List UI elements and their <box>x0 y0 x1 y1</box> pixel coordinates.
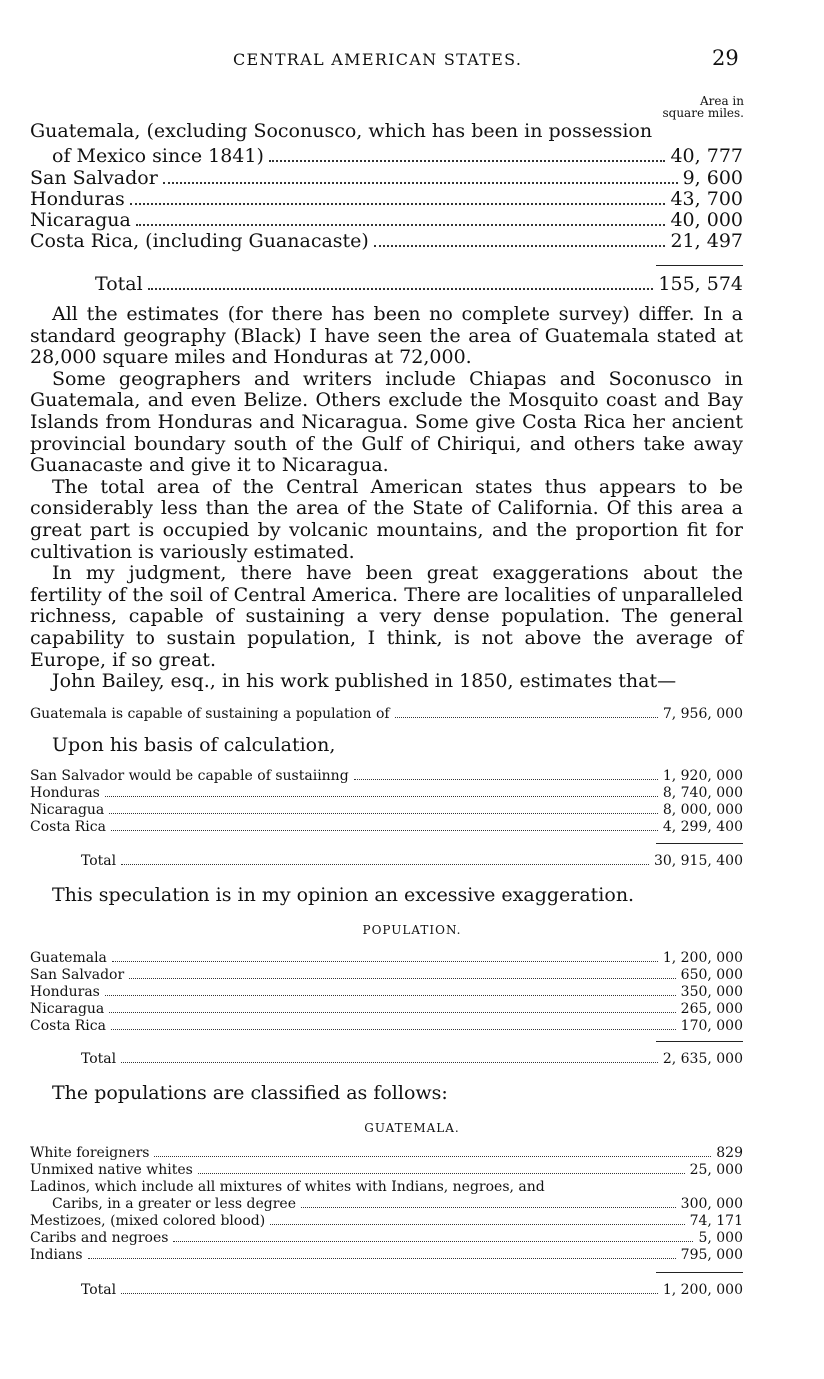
bailey-row: San Salvador would be capable of sustaiinng 1, 920, 000 <box>30 768 743 784</box>
area-row-guatemala-line1: Guatemala, (excluding Soconusco, which has been in possession <box>30 120 653 142</box>
population-row: Guatemala 1, 200, 000 <box>30 950 743 966</box>
bailey-guatemala-row: Guatemala is capable of sustaining a population of 7, 956, 000 <box>30 706 743 722</box>
guatemala-row: Mestizoes, (mixed colored blood) 74, 171 <box>30 1213 743 1229</box>
guatemala-total-row: Total 1, 200, 000 <box>81 1282 743 1298</box>
area-total-row: Total 155, 574 <box>95 273 743 295</box>
population-total-row: Total 2, 635, 000 <box>81 1051 743 1067</box>
body-text <box>30 304 743 693</box>
paragraph: The total area of the Central American states thus appears to be considerably less than the area of the State of California. Of this area a great part is occupied by volcanic mountains, and the proportion fit for cultivation is variously estimated. <box>30 475 743 563</box>
total-rule <box>656 1272 743 1273</box>
basis-text: Upon his basis of calculation, <box>52 734 336 756</box>
page-number: 29 <box>712 46 739 70</box>
area-row: Costa Rica, (including Guanacaste) 21, 497 <box>30 230 743 252</box>
paragraph: Some geographers and writers include Chiapas and Soconusco in Guatemala, and even Belize. Others exclude the Mosquito coast and Bay Islands from Honduras and Nicaragua. Some give Costa Rica her ancient provincial boundary south of the Gulf of Chiriqui, and others take away Guanacaste and give it to Nicaragua. <box>30 367 743 477</box>
bailey-row: Nicaragua 8, 000, 000 <box>30 802 743 818</box>
guatemala-row: Indians 795, 000 <box>30 1247 743 1263</box>
area-column-heading: Area in square miles. <box>662 94 744 120</box>
total-rule <box>656 1041 743 1042</box>
population-heading: POPULATION. <box>362 923 462 937</box>
area-row: of Mexico since 1841) 40, 777 <box>52 145 743 167</box>
bailey-row: Honduras 8, 740, 000 <box>30 785 743 801</box>
classified-text: The populations are classified as follows: <box>52 1082 448 1104</box>
total-rule <box>656 265 743 266</box>
bailey-total-row: Total 30, 915, 400 <box>81 853 743 869</box>
guatemala-row: Caribs and negroes 5, 000 <box>30 1230 743 1246</box>
guatemala-heading: GUATEMALA. <box>364 1121 460 1135</box>
population-row: Honduras 350, 000 <box>30 984 743 1000</box>
guatemala-row: Unmixed native whites 25, 000 <box>30 1162 743 1178</box>
population-row: Costa Rica 170, 000 <box>30 1018 743 1034</box>
opinion-text: This speculation is in my opinion an excessive exaggeration. <box>52 884 635 906</box>
paragraph: In my judgment, there have been great exaggerations about the fertility of the soil of Central America. There are localities of unparalleled richness, capable of sustaining a very dense population. The general capability to sustain population, I think, is not above the average of Europe, if so great. <box>30 562 743 671</box>
paragraph: John Bailey, esq., in his work published in 1850, estimates that— <box>52 670 677 693</box>
running-title: CENTRAL AMERICAN STATES. <box>233 50 523 69</box>
paragraph: All the estimates (for there has been no complete survey) differ. In a standard geography (Black) I have seen the area of Guatemala stated at 28,000 square miles and Honduras at 72,000. <box>30 303 743 369</box>
bailey-row: Costa Rica 4, 299, 400 <box>30 819 743 835</box>
guatemala-row: Caribs, in a greater or less degree 300, 000 <box>52 1196 743 1212</box>
area-row: San Salvador 9, 600 <box>30 167 743 189</box>
guatemala-row: White foreigners 829 <box>30 1145 743 1161</box>
guatemala-ladinos-line1: Ladinos, which include all mixtures of whites with Indians, negroes, and <box>30 1179 545 1195</box>
area-row: Nicaragua 40, 000 <box>30 209 743 231</box>
total-rule <box>656 843 743 844</box>
population-row: Nicaragua 265, 000 <box>30 1001 743 1017</box>
population-row: San Salvador 650, 000 <box>30 967 743 983</box>
area-row: Honduras 43, 700 <box>30 188 743 210</box>
